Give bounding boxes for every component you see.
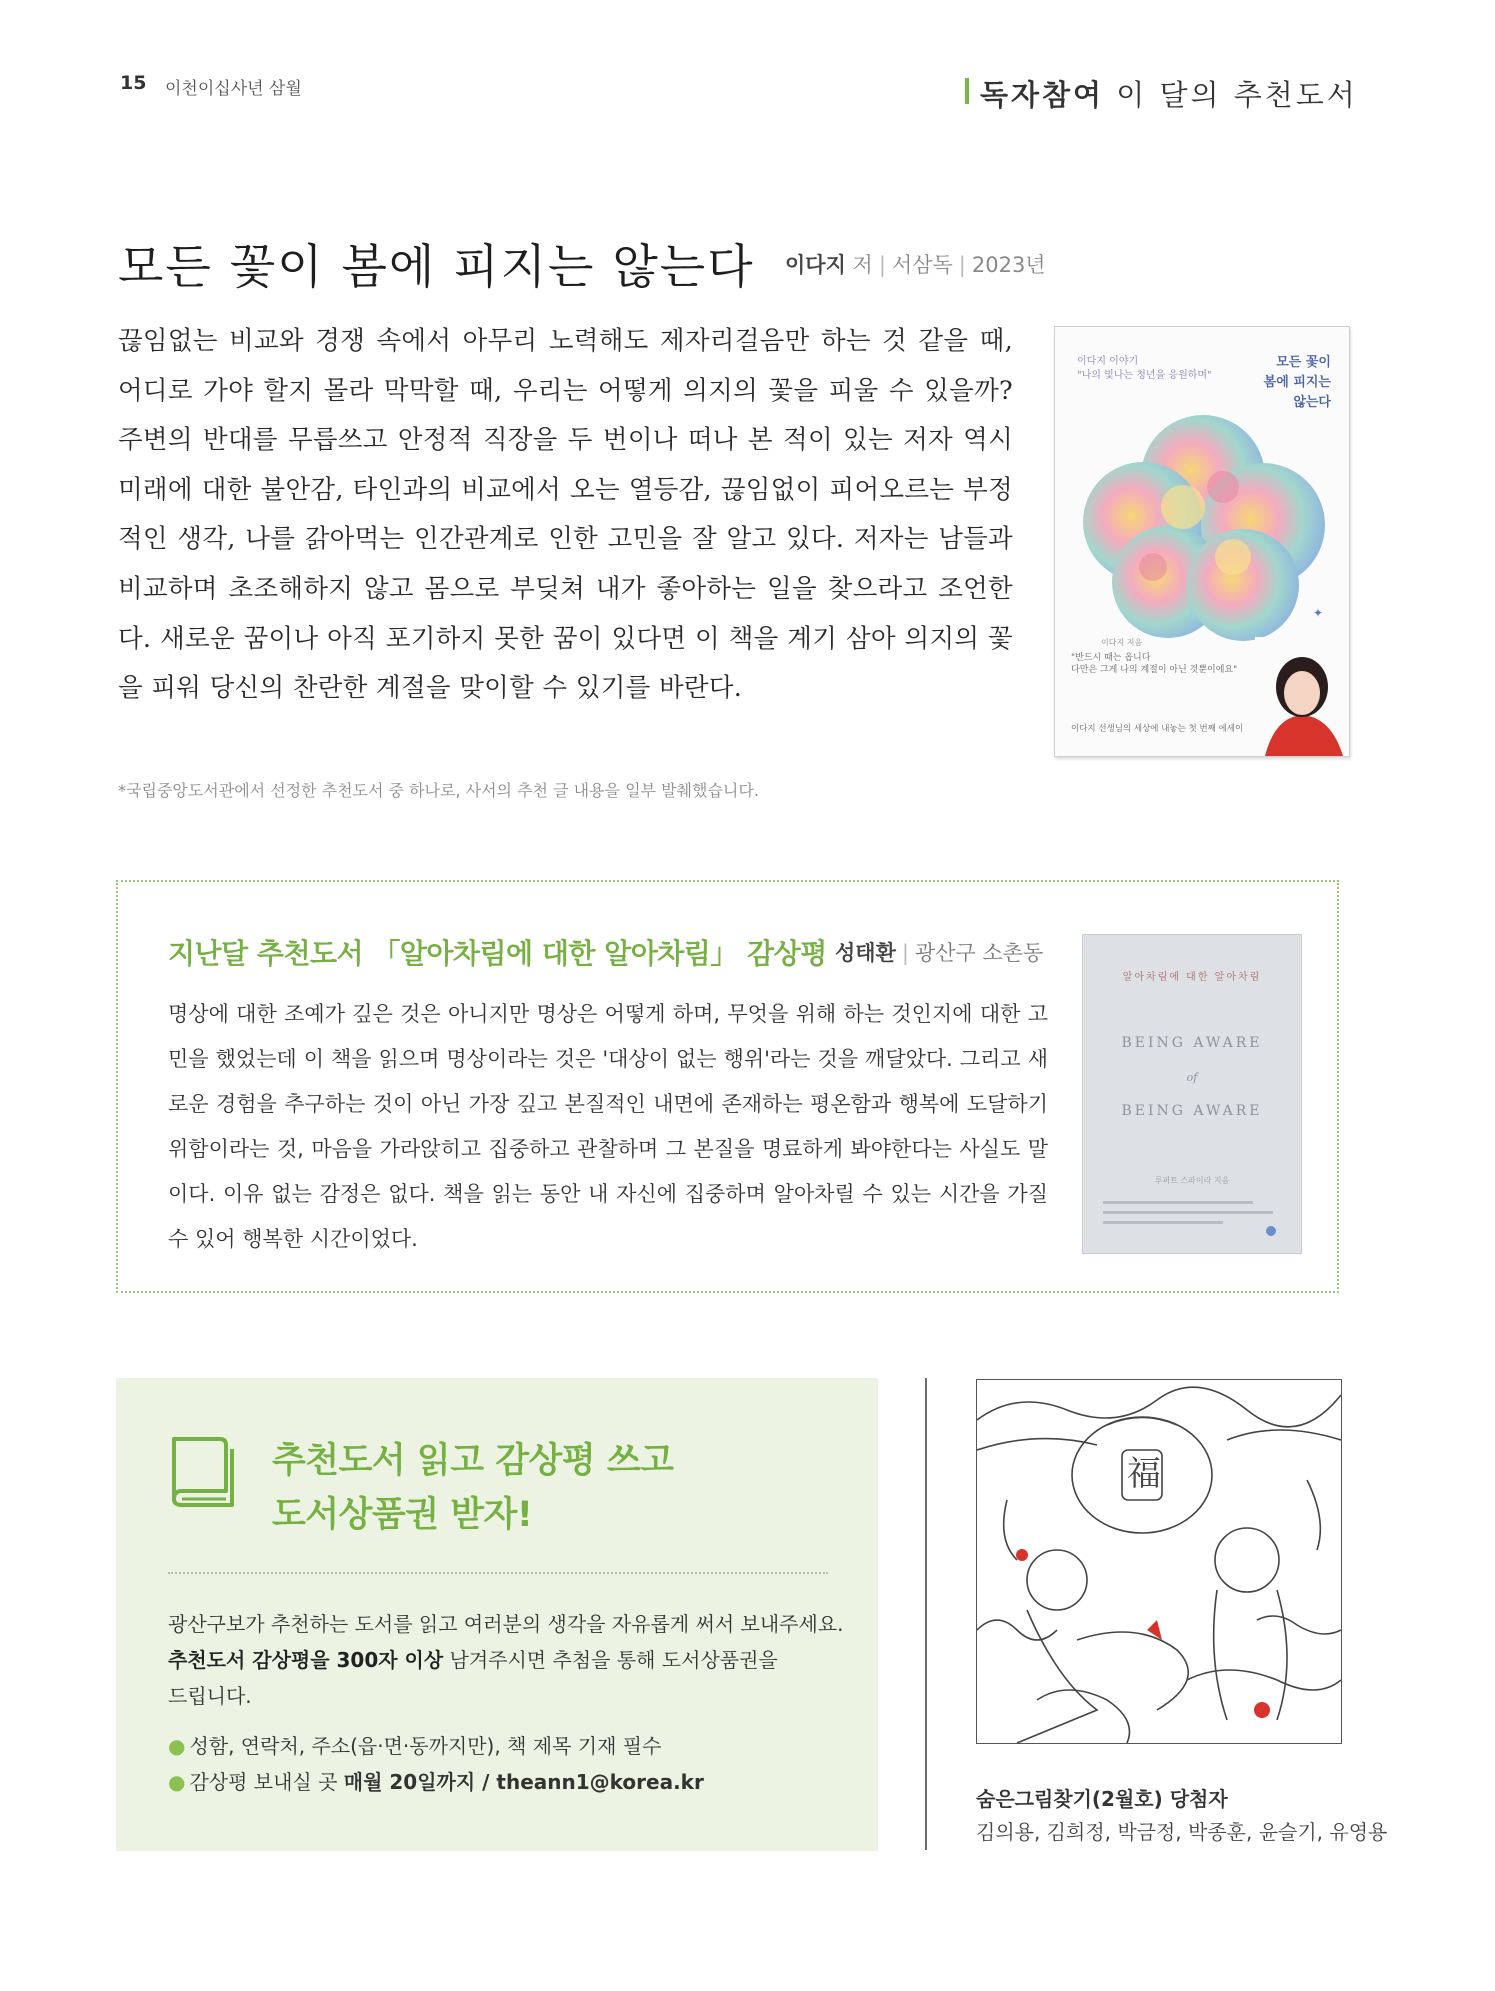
- line-drawing: [977, 1380, 1341, 1743]
- promo-headline: 추천도서 읽고 감상평 쓰고 도서상품권 받자!: [272, 1441, 674, 1535]
- column-divider: [925, 1378, 927, 1850]
- book-description: 끊임없는 비교와 경쟁 속에서 아무리 노력해도 제자리걸음만 하는 것 같을 때, 어디로 가야 할지 몰라 막막할 때, 우리는 어떻게 의지의 꽃을 피울 수 있을까? 주변의 반대를 무릅쓰고 안정적 직장을 두 번이나 떠나 본 적이 있는 저자 역시 미래에 대한 불안감, 타인과의 비교에서 오는 열등감, 끊임없이 피어오르는 부정적인 생각, 나를 갉아먹는 인간관계로 인한 고민을 잘 알고 있다. 저자는 남들과 비교하며 초조해하지 않고 몸으로 부딪쳐 내가 좋아하는 일을 찾으라고 조언한다. 새로운 꿈이나 아직 포기하지 못한 꿈이 있다면 이 책을 계기 삼아 의지의 꽃을 피워 당신의 찬란한 계절을 맞이할 수 있기를 바란다.: [118, 326, 1013, 704]
- book-publisher: 서삼독: [891, 253, 953, 277]
- book-year: 2023년: [971, 253, 1046, 277]
- book-meta: 이다지 저 | 서삼독 | 2023년: [785, 253, 1046, 277]
- promo-body: 광산구보가 추천하는 도서를 읽고 여러분의 생각을 자유롭게 써서 보내주세요. 추천도서 감상평을 300자 이상 남겨주시면 추첨을 통해 도서상품권을 드립니다.: [168, 1612, 844, 1708]
- section-accent-bar: [965, 78, 969, 104]
- list-item: ● 성함, 연락처, 주소(읍·면·동까지만), 책 제목 기재 필수: [168, 1734, 662, 1758]
- review-meta: 성태환 | 광산구 소촌동: [835, 941, 1044, 965]
- cover-title: 모든 꽃이 봄에 피지는 않는다: [1263, 355, 1331, 410]
- issue-label: 이천이십사년 삼월: [165, 79, 302, 99]
- list-item: ● 감상평 보내실 곳 매월 20일까지 / theann1@korea.kr: [168, 1770, 704, 1794]
- cover-small-text: 이다지 이야기 "나의 빛나는 청년을 응원하며": [1077, 356, 1212, 381]
- cover-blurb-lines: [1103, 1197, 1283, 1241]
- winners-title: 숨은그림찾기(2월호) 당첨자: [976, 1787, 1228, 1811]
- reviewer-name: 성태환: [835, 941, 896, 965]
- author-photo: [1255, 637, 1349, 756]
- svg-text:✦: ✦: [1313, 606, 1324, 620]
- reviewer-location: 광산구 소촌동: [914, 941, 1044, 965]
- review-body: 명상에 대한 조예가 깊은 것은 아니지만 명상은 어떻게 하며, 무엇을 위해 하는 것인지에 대한 고민을 했었는데 이 책을 읽으며 명상이라는 것은 '대상이 없는 행위'라는 것을 깨달았다. 그리고 새로운 경험을 추구하는 것이 아닌 가장 깊고 본질적인 내면에 존재하는 평온함과 행복에 도달하기 위함이라는 것, 마음을 가라앉히고 집중하고 관찰하며 그 본질을 명료하게 봐야한다는 사실도 말이다. 이유 없는 감정은 없다. 책을 읽는 동안 내 자신에 집중하며 알아차릴 수 있는 시간을 가질 수 있어 행복한 시간이었다.: [168, 1002, 1048, 1251]
- section-title: [980, 73, 1358, 114]
- book-author-suffix: 저: [852, 253, 873, 277]
- promo-list: [168, 1728, 704, 1800]
- cover-bottom-text: 이다지 선생님의 세상에 내놓는 첫 번째 에세이: [1071, 724, 1244, 734]
- book-title: 모든 꽃이 봄에 피지는 않는다: [118, 240, 755, 295]
- svg-text:이다지 지음: 이다지 지음: [1101, 638, 1143, 647]
- svg-text:福: 福: [1127, 1454, 1161, 1494]
- section-title-bold: 독자참여: [980, 78, 1105, 112]
- book-cover-review: 알아차림에 대한 알아차림 BEING AWARE of BEING AWARE 루퍼트 스파이라 지음: [1082, 934, 1302, 1254]
- footnote: *국립중앙도서관에서 선정한 추천도서 중 하나로, 사서의 추천 글 내용을 일부 발췌했습니다.: [118, 781, 759, 800]
- book-icon: [168, 1433, 244, 1507]
- book-author: 이다지: [785, 253, 846, 277]
- section-title-rest: 이 달의 추천도서: [1116, 78, 1358, 112]
- flower-illustration: [1073, 407, 1343, 657]
- winners-names: 김의용, 김희정, 박금정, 박종훈, 윤슬기, 유영용: [976, 1820, 1388, 1844]
- cover-quote: "반드시 때는 옵니다 다만은 그게 나의 계절이 아닌 것뿐이에요": [1071, 653, 1238, 675]
- hidden-picture-puzzle: [976, 1379, 1342, 1744]
- promo-divider: [168, 1572, 828, 1574]
- book-cover-featured: [1054, 326, 1350, 757]
- review-title: 지난달 추천도서 「알아차림에 대한 알아차림」 감상평: [168, 937, 827, 970]
- page-number: 15: [120, 72, 147, 94]
